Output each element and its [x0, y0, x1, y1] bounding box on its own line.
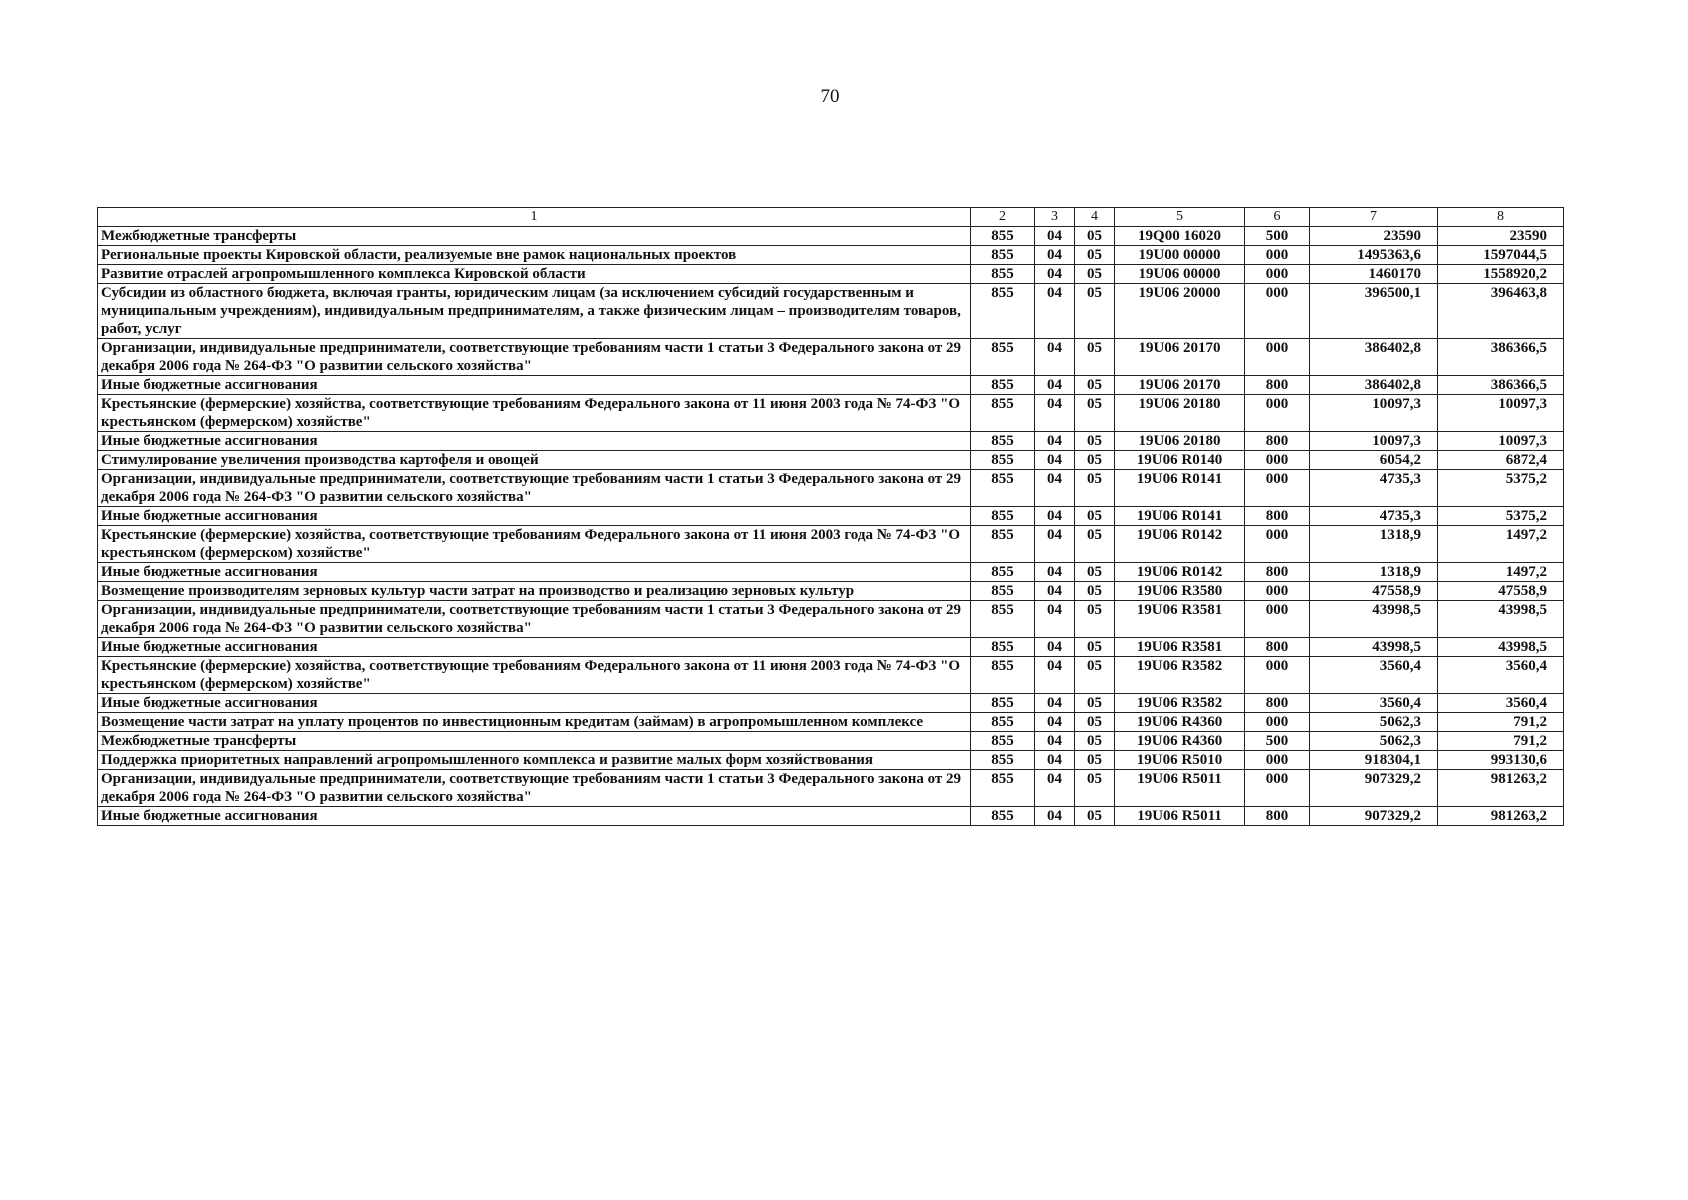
target-article-code: 19U06 R3581 — [1115, 638, 1245, 657]
table-row — [98, 526, 1564, 563]
subsection-code: 05 — [1075, 582, 1115, 601]
section-code: 04 — [1035, 657, 1075, 694]
table-row — [98, 376, 1564, 395]
target-article-code: 19U06 R0142 — [1115, 563, 1245, 582]
header-cell-col-5: 5 — [1115, 208, 1245, 227]
amount-col-7: 23590 — [1310, 227, 1438, 246]
table-row — [98, 638, 1564, 657]
item-name: Межбюджетные трансферты — [98, 227, 971, 246]
amount-col-7: 3560,4 — [1310, 657, 1438, 694]
section-code: 04 — [1035, 807, 1075, 826]
item-name: Организации, индивидуальные предприниматели, соответствующие требованиям части 1 статьи 3 Федерального закона от 29 декабря 2006 года № 264-ФЗ "О развитии сельского хозяйства" — [98, 770, 971, 807]
item-name: Организации, индивидуальные предприниматели, соответствующие требованиям части 1 статьи 3 Федерального закона от 29 декабря 2006 года № 264-ФЗ "О развитии сельского хозяйства" — [98, 601, 971, 638]
amount-col-7: 386402,8 — [1310, 376, 1438, 395]
item-name: Иные бюджетные ассигнования — [98, 507, 971, 526]
subsection-code: 05 — [1075, 507, 1115, 526]
amount-col-7: 5062,3 — [1310, 713, 1438, 732]
amount-col-8: 5375,2 — [1438, 507, 1564, 526]
section-code: 04 — [1035, 265, 1075, 284]
expense-type-code: 000 — [1245, 470, 1310, 507]
section-code: 04 — [1035, 284, 1075, 339]
amount-col-8: 3560,4 — [1438, 694, 1564, 713]
ministry-code: 855 — [971, 638, 1035, 657]
table-row — [98, 284, 1564, 339]
table-row — [98, 395, 1564, 432]
target-article-code: 19U06 20180 — [1115, 432, 1245, 451]
section-code: 04 — [1035, 526, 1075, 563]
item-name: Иные бюджетные ассигнования — [98, 432, 971, 451]
ministry-code: 855 — [971, 451, 1035, 470]
header-row — [98, 208, 1564, 227]
ministry-code: 855 — [971, 694, 1035, 713]
target-article-code: 19U00 00000 — [1115, 246, 1245, 265]
expense-type-code: 000 — [1245, 451, 1310, 470]
target-article-code: 19U06 R4360 — [1115, 713, 1245, 732]
section-code: 04 — [1035, 227, 1075, 246]
subsection-code: 05 — [1075, 807, 1115, 826]
header-cell-col-7: 7 — [1310, 208, 1438, 227]
expense-type-code: 800 — [1245, 376, 1310, 395]
ministry-code: 855 — [971, 227, 1035, 246]
amount-col-8: 981263,2 — [1438, 770, 1564, 807]
ministry-code: 855 — [971, 713, 1035, 732]
subsection-code: 05 — [1075, 432, 1115, 451]
table-row — [98, 265, 1564, 284]
subsection-code: 05 — [1075, 601, 1115, 638]
table-row — [98, 770, 1564, 807]
item-name: Крестьянские (фермерские) хозяйства, соответствующие требованиям Федерального закона от 11 июня 2003 года № 74-ФЗ "О крестьянском (фермерском) хозяйстве" — [98, 526, 971, 563]
target-article-code: 19U06 00000 — [1115, 265, 1245, 284]
header-cell-col-3: 3 — [1035, 208, 1075, 227]
table-row — [98, 470, 1564, 507]
expense-type-code: 000 — [1245, 339, 1310, 376]
expense-type-code: 800 — [1245, 694, 1310, 713]
expense-type-code: 500 — [1245, 732, 1310, 751]
subsection-code: 05 — [1075, 694, 1115, 713]
expense-type-code: 000 — [1245, 657, 1310, 694]
section-code: 04 — [1035, 563, 1075, 582]
subsection-code: 05 — [1075, 265, 1115, 284]
expense-type-code: 000 — [1245, 265, 1310, 284]
amount-col-8: 386366,5 — [1438, 376, 1564, 395]
subsection-code: 05 — [1075, 713, 1115, 732]
subsection-code: 05 — [1075, 732, 1115, 751]
item-name: Развитие отраслей агропромышленного комплекса Кировской области — [98, 265, 971, 284]
ministry-code: 855 — [971, 732, 1035, 751]
section-code: 04 — [1035, 395, 1075, 432]
amount-col-8: 6872,4 — [1438, 451, 1564, 470]
ministry-code: 855 — [971, 265, 1035, 284]
expense-type-code: 500 — [1245, 227, 1310, 246]
amount-col-8: 396463,8 — [1438, 284, 1564, 339]
target-article-code: 19U06 20180 — [1115, 395, 1245, 432]
item-name: Иные бюджетные ассигнования — [98, 638, 971, 657]
budget-table — [97, 207, 1564, 826]
item-name: Иные бюджетные ассигнования — [98, 694, 971, 713]
section-code: 04 — [1035, 582, 1075, 601]
subsection-code: 05 — [1075, 284, 1115, 339]
target-article-code: 19U06 R4360 — [1115, 732, 1245, 751]
expense-type-code: 000 — [1245, 601, 1310, 638]
item-name: Поддержка приоритетных направлений агропромышленного комплекса и развитие малых форм хозяйствования — [98, 751, 971, 770]
subsection-code: 05 — [1075, 657, 1115, 694]
amount-col-8: 10097,3 — [1438, 432, 1564, 451]
amount-col-8: 1597044,5 — [1438, 246, 1564, 265]
ministry-code: 855 — [971, 339, 1035, 376]
target-article-code: 19U06 R3581 — [1115, 601, 1245, 638]
table-row — [98, 507, 1564, 526]
target-article-code: 19U06 20000 — [1115, 284, 1245, 339]
target-article-code: 19U06 R0141 — [1115, 507, 1245, 526]
expense-type-code: 000 — [1245, 395, 1310, 432]
section-code: 04 — [1035, 638, 1075, 657]
target-article-code: 19U06 R3582 — [1115, 657, 1245, 694]
item-name: Крестьянские (фермерские) хозяйства, соответствующие требованиям Федерального закона от 11 июня 2003 года № 74-ФЗ "О крестьянском (фермерском) хозяйстве" — [98, 395, 971, 432]
amount-col-7: 396500,1 — [1310, 284, 1438, 339]
ministry-code: 855 — [971, 246, 1035, 265]
table-row — [98, 751, 1564, 770]
amount-col-8: 981263,2 — [1438, 807, 1564, 826]
item-name: Иные бюджетные ассигнования — [98, 807, 971, 826]
target-article-code: 19U06 20170 — [1115, 339, 1245, 376]
amount-col-7: 907329,2 — [1310, 770, 1438, 807]
target-article-code: 19U06 R5011 — [1115, 807, 1245, 826]
item-name: Организации, индивидуальные предприниматели, соответствующие требованиям части 1 статьи 3 Федерального закона от 29 декабря 2006 года № 264-ФЗ "О развитии сельского хозяйства" — [98, 470, 971, 507]
table-row — [98, 432, 1564, 451]
amount-col-8: 43998,5 — [1438, 601, 1564, 638]
target-article-code: 19U06 R5010 — [1115, 751, 1245, 770]
subsection-code: 05 — [1075, 227, 1115, 246]
ministry-code: 855 — [971, 807, 1035, 826]
amount-col-7: 3560,4 — [1310, 694, 1438, 713]
amount-col-7: 10097,3 — [1310, 432, 1438, 451]
amount-col-8: 1497,2 — [1438, 526, 1564, 563]
amount-col-8: 5375,2 — [1438, 470, 1564, 507]
amount-col-7: 907329,2 — [1310, 807, 1438, 826]
table-row — [98, 451, 1564, 470]
section-code: 04 — [1035, 713, 1075, 732]
ministry-code: 855 — [971, 751, 1035, 770]
amount-col-7: 4735,3 — [1310, 507, 1438, 526]
amount-col-7: 47558,9 — [1310, 582, 1438, 601]
section-code: 04 — [1035, 732, 1075, 751]
ministry-code: 855 — [971, 601, 1035, 638]
item-name: Иные бюджетные ассигнования — [98, 563, 971, 582]
table-row — [98, 582, 1564, 601]
header-cell-col-6: 6 — [1245, 208, 1310, 227]
expense-type-code: 000 — [1245, 582, 1310, 601]
section-code: 04 — [1035, 432, 1075, 451]
section-code: 04 — [1035, 770, 1075, 807]
amount-col-8: 47558,9 — [1438, 582, 1564, 601]
expense-type-code: 800 — [1245, 563, 1310, 582]
ministry-code: 855 — [971, 376, 1035, 395]
subsection-code: 05 — [1075, 526, 1115, 563]
subsection-code: 05 — [1075, 563, 1115, 582]
table-row — [98, 339, 1564, 376]
table-row — [98, 713, 1564, 732]
item-name: Стимулирование увеличения производства картофеля и овощей — [98, 451, 971, 470]
header-cell-col-2: 2 — [971, 208, 1035, 227]
amount-col-7: 43998,5 — [1310, 638, 1438, 657]
target-article-code: 19U06 R3580 — [1115, 582, 1245, 601]
ministry-code: 855 — [971, 470, 1035, 507]
subsection-code: 05 — [1075, 751, 1115, 770]
ministry-code: 855 — [971, 432, 1035, 451]
amount-col-8: 1497,2 — [1438, 563, 1564, 582]
amount-col-7: 918304,1 — [1310, 751, 1438, 770]
section-code: 04 — [1035, 601, 1075, 638]
amount-col-8: 10097,3 — [1438, 395, 1564, 432]
subsection-code: 05 — [1075, 770, 1115, 807]
amount-col-7: 1318,9 — [1310, 563, 1438, 582]
subsection-code: 05 — [1075, 638, 1115, 657]
amount-col-7: 10097,3 — [1310, 395, 1438, 432]
expense-type-code: 000 — [1245, 284, 1310, 339]
item-name: Крестьянские (фермерские) хозяйства, соответствующие требованиям Федерального закона от 11 июня 2003 года № 74-ФЗ "О крестьянском (фермерском) хозяйстве" — [98, 657, 971, 694]
amount-col-8: 791,2 — [1438, 713, 1564, 732]
subsection-code: 05 — [1075, 246, 1115, 265]
table-body — [98, 227, 1564, 826]
amount-col-7: 43998,5 — [1310, 601, 1438, 638]
ministry-code: 855 — [971, 507, 1035, 526]
amount-col-7: 6054,2 — [1310, 451, 1438, 470]
ministry-code: 855 — [971, 582, 1035, 601]
header-cell-col-8: 8 — [1438, 208, 1564, 227]
item-name: Региональные проекты Кировской области, реализуемые вне рамок национальных проектов — [98, 246, 971, 265]
item-name: Возмещение части затрат на уплату процентов по инвестиционным кредитам (займам) в агропромышленном комплексе — [98, 713, 971, 732]
table-row — [98, 227, 1564, 246]
amount-col-8: 993130,6 — [1438, 751, 1564, 770]
expense-type-code: 000 — [1245, 713, 1310, 732]
ministry-code: 855 — [971, 657, 1035, 694]
target-article-code: 19U06 R0140 — [1115, 451, 1245, 470]
table-row — [98, 246, 1564, 265]
subsection-code: 05 — [1075, 376, 1115, 395]
expense-type-code: 000 — [1245, 526, 1310, 563]
amount-col-8: 791,2 — [1438, 732, 1564, 751]
amount-col-7: 1318,9 — [1310, 526, 1438, 563]
amount-col-7: 386402,8 — [1310, 339, 1438, 376]
expense-type-code: 000 — [1245, 751, 1310, 770]
expense-type-code: 800 — [1245, 638, 1310, 657]
target-article-code: 19U06 R0141 — [1115, 470, 1245, 507]
section-code: 04 — [1035, 451, 1075, 470]
subsection-code: 05 — [1075, 395, 1115, 432]
table-row — [98, 732, 1564, 751]
ministry-code: 855 — [971, 284, 1035, 339]
table-row — [98, 657, 1564, 694]
table-row — [98, 563, 1564, 582]
expense-type-code: 000 — [1245, 770, 1310, 807]
target-article-code: 19U06 20170 — [1115, 376, 1245, 395]
subsection-code: 05 — [1075, 451, 1115, 470]
expense-type-code: 000 — [1245, 246, 1310, 265]
item-name: Иные бюджетные ассигнования — [98, 376, 971, 395]
table-row — [98, 694, 1564, 713]
target-article-code: 19U06 R5011 — [1115, 770, 1245, 807]
section-code: 04 — [1035, 246, 1075, 265]
amount-col-8: 23590 — [1438, 227, 1564, 246]
expense-type-code: 800 — [1245, 507, 1310, 526]
subsection-code: 05 — [1075, 470, 1115, 507]
expense-type-code: 800 — [1245, 432, 1310, 451]
item-name: Организации, индивидуальные предприниматели, соответствующие требованиям части 1 статьи 3 Федерального закона от 29 декабря 2006 года № 264-ФЗ "О развитии сельского хозяйства" — [98, 339, 971, 376]
section-code: 04 — [1035, 751, 1075, 770]
item-name: Субсидии из областного бюджета, включая гранты, юридическим лицам (за исключением субсидий государственным и муниципальным учреждениям), индивидуальным предпринимателям, а также физическим лицам – производителям товаров, работ, услуг — [98, 284, 971, 339]
section-code: 04 — [1035, 694, 1075, 713]
ministry-code: 855 — [971, 770, 1035, 807]
ministry-code: 855 — [971, 395, 1035, 432]
section-code: 04 — [1035, 470, 1075, 507]
amount-col-7: 1495363,6 — [1310, 246, 1438, 265]
table-row — [98, 807, 1564, 826]
subsection-code: 05 — [1075, 339, 1115, 376]
section-code: 04 — [1035, 507, 1075, 526]
ministry-code: 855 — [971, 563, 1035, 582]
header-cell-col-4: 4 — [1075, 208, 1115, 227]
amount-col-8: 1558920,2 — [1438, 265, 1564, 284]
page-number: 70 — [820, 86, 840, 107]
amount-col-8: 3560,4 — [1438, 657, 1564, 694]
target-article-code: 19U06 R0142 — [1115, 526, 1245, 563]
item-name: Межбюджетные трансферты — [98, 732, 971, 751]
header-cell-col-1: 1 — [98, 208, 971, 227]
amount-col-7: 4735,3 — [1310, 470, 1438, 507]
amount-col-7: 1460170 — [1310, 265, 1438, 284]
table-row — [98, 601, 1564, 638]
item-name: Возмещение производителям зерновых культур части затрат на производство и реализацию зерновых культур — [98, 582, 971, 601]
expense-type-code: 800 — [1245, 807, 1310, 826]
target-article-code: 19Q00 16020 — [1115, 227, 1245, 246]
section-code: 04 — [1035, 376, 1075, 395]
ministry-code: 855 — [971, 526, 1035, 563]
amount-col-8: 386366,5 — [1438, 339, 1564, 376]
target-article-code: 19U06 R3582 — [1115, 694, 1245, 713]
amount-col-8: 43998,5 — [1438, 638, 1564, 657]
section-code: 04 — [1035, 339, 1075, 376]
amount-col-7: 5062,3 — [1310, 732, 1438, 751]
